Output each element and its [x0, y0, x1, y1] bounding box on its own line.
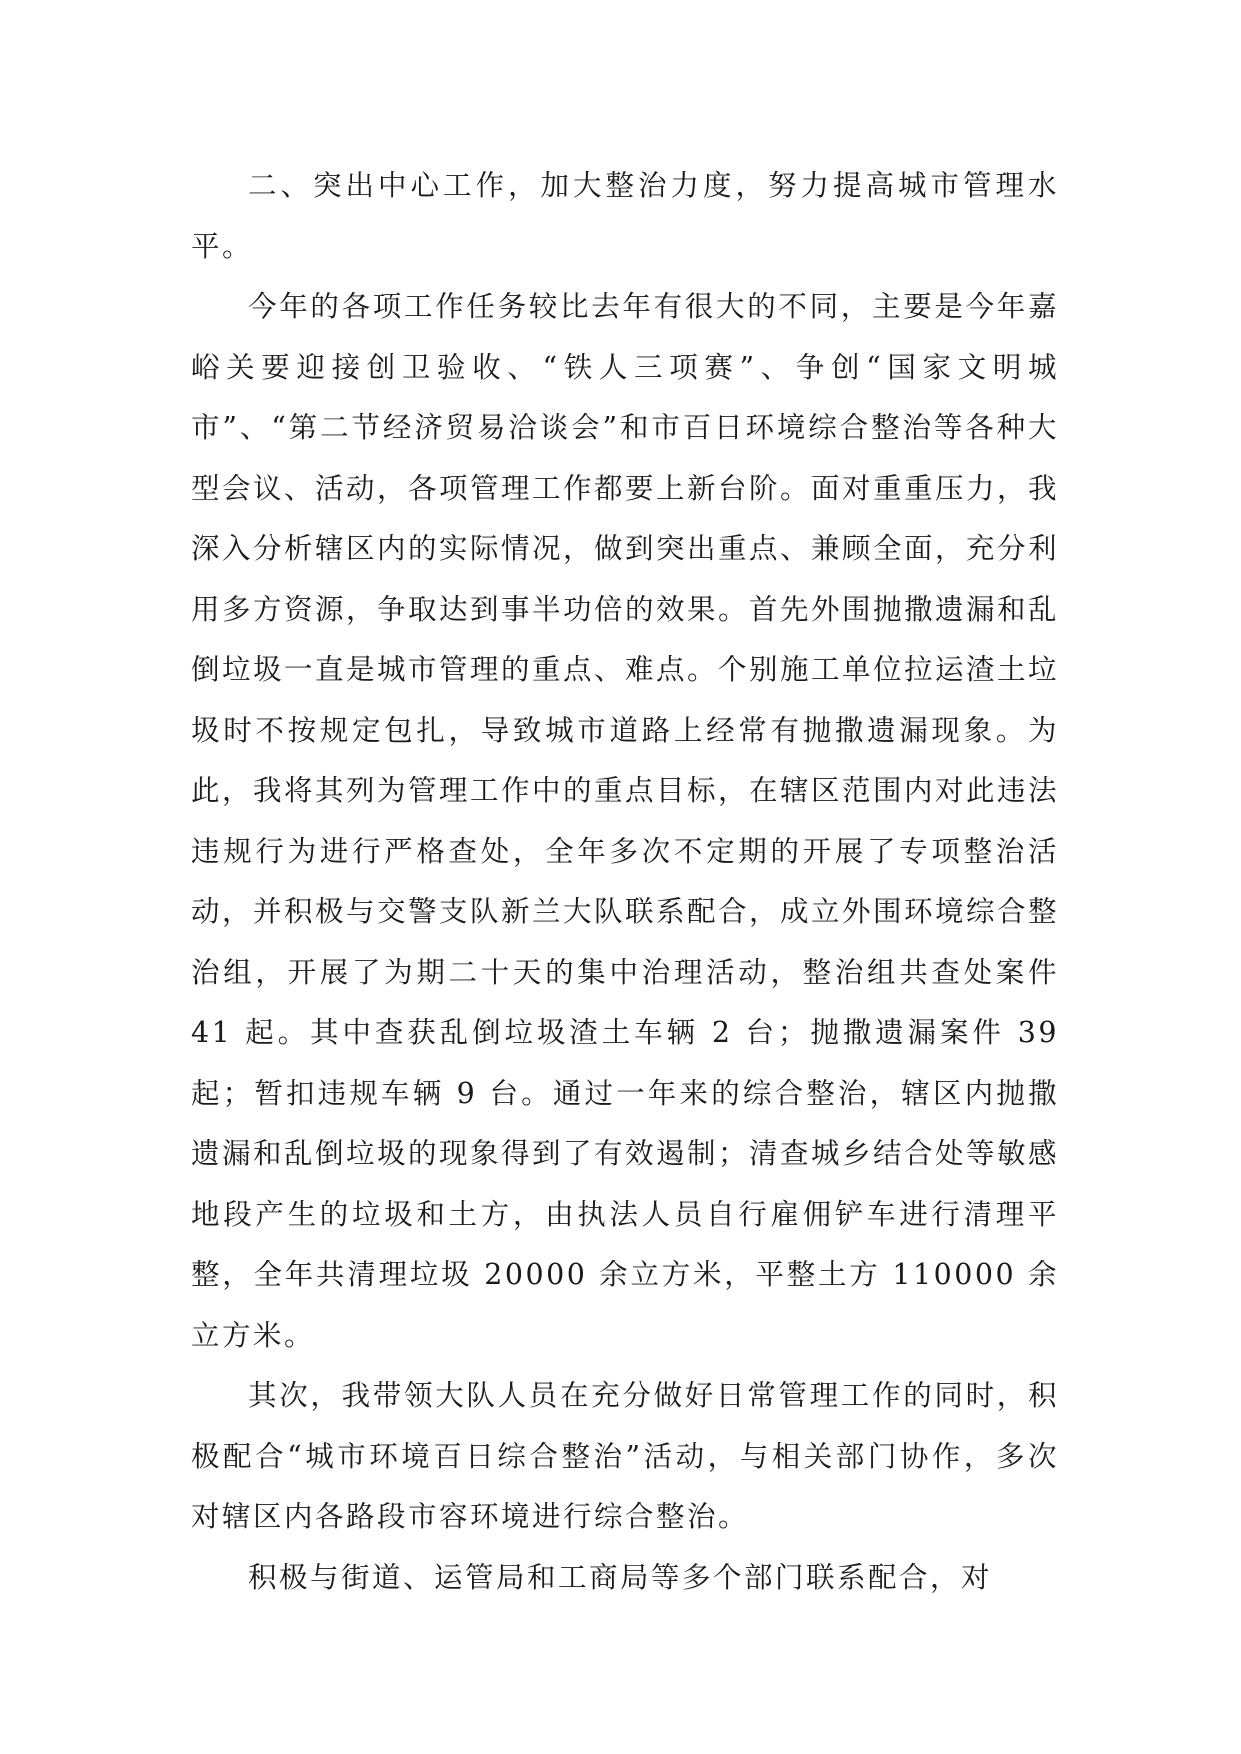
body-paragraph-cooperation: 其次，我带领大队人员在充分做好日常管理工作的同时，积极配合“城市环境百日综合整治”活动，与相关部门协作，多次对辖区内各路段市容环境进行综合整治。 — [191, 1379, 1059, 1533]
section-heading-paragraph: 二、突出中心工作，加大整治力度，努力提高城市管理水平。 — [191, 169, 1059, 263]
body-paragraph-rectification: 今年的各项工作任务较比去年有很大的不同，主要是今年嘉峪关要迎接创卫验收、“铁人三项赛”、争创“国家文明城市”、“第二节经济贸易洽谈会”和市百日环境综合整治等各种大型会议、活动，各项管理工作都要上新台阶。面对重重压力，我深入分析辖区内的实际情况，做到突出重点、兼顾全面，充分利用多方资源，争取达到事半功倍的效果。首先外围抛撒遗漏和乱倒垃圾一直是城市管理的重点、难点。个别施工单位拉运渣土垃圾时不按规定包扎，导致城市道路上经常有抛撒遗漏现象。为此，我将其列为管理工作中的重点目标，在辖区范围内对此违法违规行为进行严格查处，全年多次不定期的开展了专项整治活动，并积极与交警支队新兰大队联系配合，成立外围环境综合整治组，开展了为期二十天的集中治理活动，整治组共查处案件 41 起。其中查获乱倒垃圾渣土车辆 2 台；抛撒遗漏案件 39 起；暂扣违规车辆 9 台。通过一年来的综合整治，辖区内抛撒遗漏和乱倒垃圾的现象得到了有效遏制；清查城乡结合处等敏感地段产生的垃圾和土方，由执法人员自行雇佣铲车进行清理平整，全年共清理垃圾 20000 余立方米，平整土方 110000 余立方米。 — [191, 290, 1060, 1352]
document-body — [191, 156, 1059, 1608]
body-paragraph-departments: 积极与街道、运管局和工商局等多个部门联系配合，对 — [248, 1560, 993, 1594]
